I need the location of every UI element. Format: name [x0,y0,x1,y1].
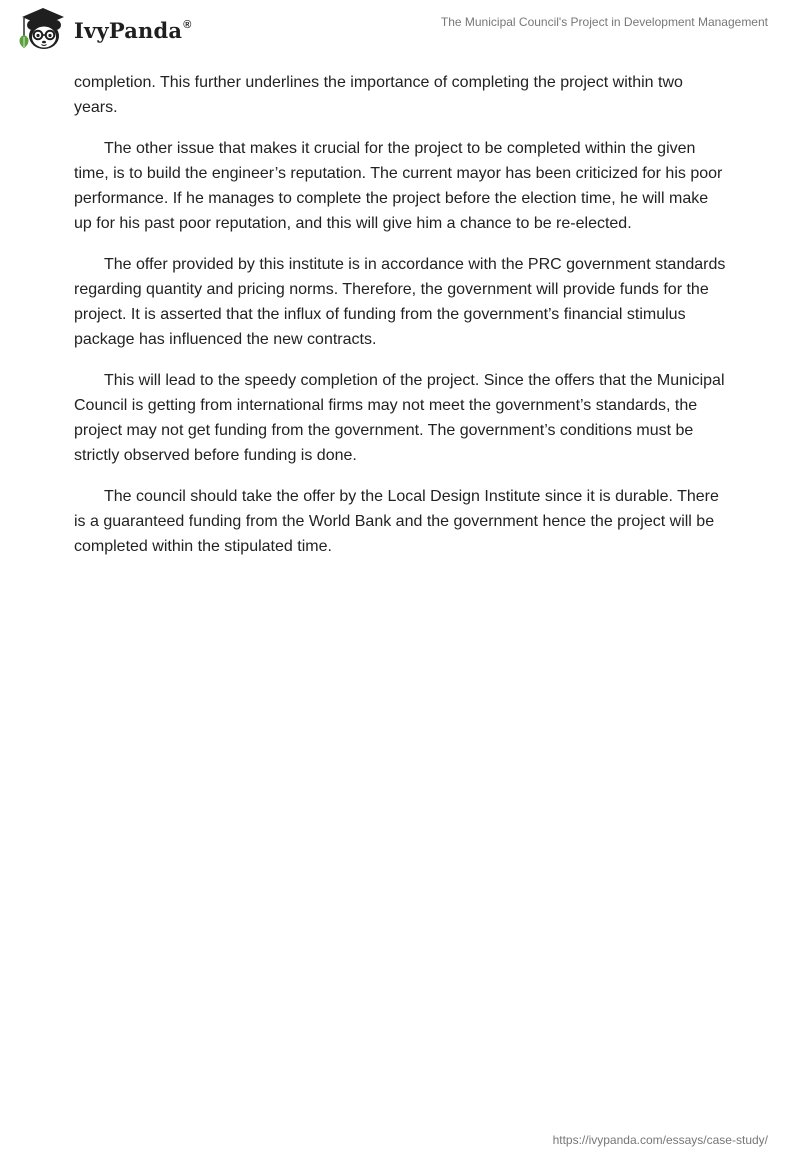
brand-logo[interactable] [14,6,192,52]
page-header [0,0,800,60]
paragraph-continuation: completion. This further underlines the importance of completing the project within two years. [74,74,683,116]
paragraph: The council should take the offer by the Local Design Institute since it is durable. There is a guaranteed funding from the World Bank and the government hence the project will be completed within the stipulated time. [74,488,719,555]
panda-graduate-icon [14,6,72,52]
document-title: The Municipal Council's Project in Development Management [440,15,768,29]
essay-body [74,70,729,575]
paragraph: The offer provided by this institute is in accordance with the PRC government standards regarding quantity and pricing norms. Therefore, the government will provide funds for the project. It is asserted that the influx of funding from the government’s financial stimulus package has influenced the new contracts. [74,256,726,348]
source-url-link[interactable]: https://ivypanda.com/essays/case-study/ [552,1133,768,1147]
registered-mark: ® [183,18,192,31]
paragraph: This will lead to the speedy completion of the project. Since the offers that the Municipal Council is getting from international firms may not meet the government’s standards, the project may not get funding from the government. The government’s conditions must be strictly observed before funding is done. [74,372,725,464]
paragraph: The other issue that makes it crucial for the project to be completed within the given time, is to build the engineer’s reputation. The current mayor has been criticized for his poor performance. If he manages to complete the project before the election time, he will make up for his past poor reputation, and this will give him a chance to be re-elected. [74,140,723,232]
brand-name: IvyPanda® [74,17,192,43]
